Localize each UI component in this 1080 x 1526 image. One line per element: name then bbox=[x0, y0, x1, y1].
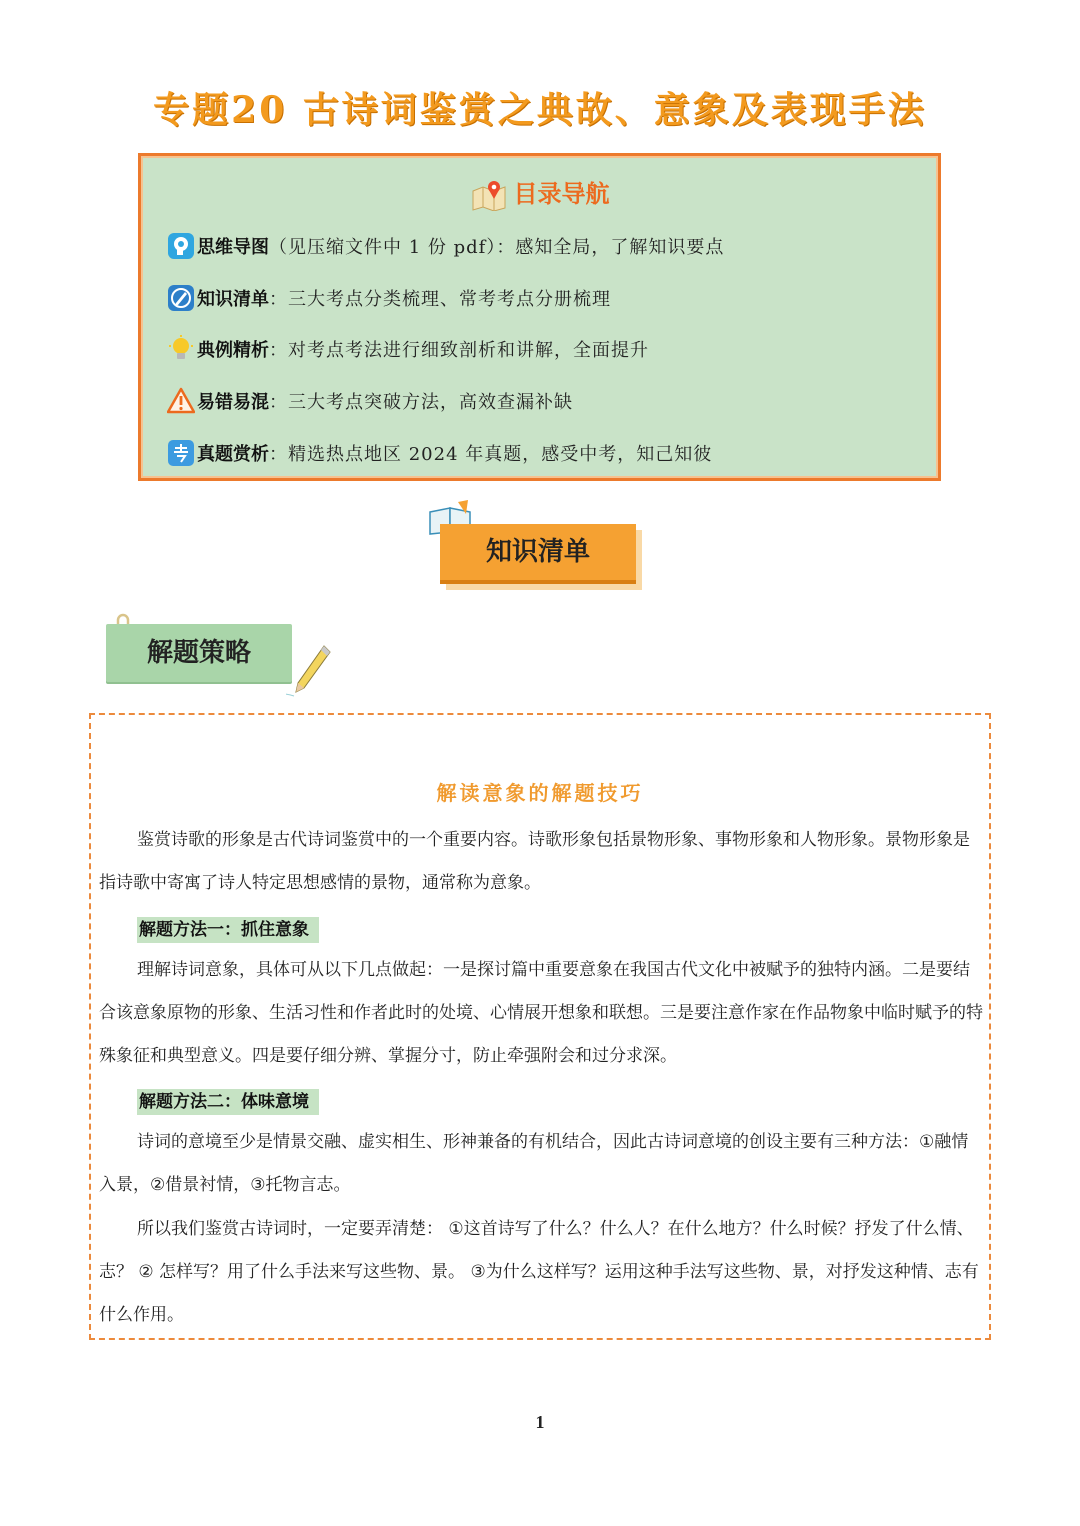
intro-paragraph-text: 鉴赏诗歌的形象是古代诗词鉴赏中的一个重要内容。诗歌形象包括景物形象、事物形象和人物形象。景物形象是指诗歌中寄寓了诗人特定思想感情的景物，通常称为意象。 bbox=[99, 830, 970, 893]
toc-item-desc: ：三大考点分类梳理、常考考点分册梳理 bbox=[269, 289, 611, 310]
pencil-icon bbox=[286, 642, 334, 702]
toc-item-mindmap[interactable] bbox=[167, 231, 724, 261]
method-two-text: 诗词的意境至少是情景交融、虚实相生、形神兼备的有机结合，因此古诗词意境的创设主要有三种方法：①融情入景，②借景衬情，③托物言志。 bbox=[99, 1132, 969, 1195]
summary-text: 所以我们鉴赏古诗词时，一定要弄清楚： ①这首诗写了什么？什么人？在什么地方？什么时候？抒发了什么情、志？ ② 怎样写？用了什么手法来写这些物、景。 ③为什么这样写？运用这种手法写这些物、景，对抒发这种情、志有什么作用。 bbox=[99, 1219, 979, 1325]
toc-item-label: 思维导图 bbox=[197, 237, 269, 258]
strategy-content-box bbox=[89, 713, 991, 1340]
toc-item-examples[interactable] bbox=[167, 334, 649, 364]
knowledge-list-tag: 知识清单 bbox=[440, 524, 636, 584]
toc-item-desc: ：精选热点地区 2024 年真题，感受中考，知己知彼 bbox=[269, 444, 713, 465]
page-number: 1 bbox=[535, 1412, 545, 1432]
toc-item-desc: ：对考点考法进行细致剖析和讲解，全面提升 bbox=[269, 340, 649, 361]
exam-icon bbox=[167, 439, 195, 467]
toc-item-mistakes[interactable] bbox=[167, 386, 573, 416]
toc-item-label: 真题赏析 bbox=[197, 444, 269, 465]
strategy-section-tag bbox=[100, 612, 340, 702]
toc-heading-text: 目录导航 bbox=[513, 180, 610, 208]
head-icon bbox=[167, 232, 195, 260]
toc-item-real-exams[interactable] bbox=[167, 438, 712, 468]
method-two-heading: 解题方法二：体味意境 bbox=[137, 1089, 319, 1115]
toc-item-label: 知识清单 bbox=[197, 289, 269, 310]
toc-item-desc: （见压缩文件中 1 份 pdf）：感知全局，了解知识要点 bbox=[269, 237, 725, 258]
intro-paragraph bbox=[99, 819, 983, 905]
toc-heading bbox=[141, 174, 938, 211]
toc-navigation-box bbox=[138, 153, 941, 481]
toc-item-label: 易错易混 bbox=[197, 392, 269, 413]
method-one-text: 理解诗词意象，具体可从以下几点做起：一是探讨篇中重要意象在我国古代文化中被赋予的独特内涵。二是要结合该意象原物的形象、生活习性和作者此时的处境、心情展开想象和联想。三是要注意作家在作品物象中临时赋予的特殊象征和典型意义。四是要仔细分辨、掌握分寸，防止牵强附会和过分求深。 bbox=[99, 960, 983, 1066]
knowledge-list-banner bbox=[428, 498, 653, 588]
method-one-paragraph bbox=[99, 949, 983, 1078]
toc-item-desc: ：三大考点突破方法，高效查漏补缺 bbox=[269, 392, 573, 413]
map-pin-icon bbox=[470, 179, 508, 211]
toc-item-knowledge[interactable] bbox=[167, 283, 611, 313]
strategy-tag-label: 解题策略 bbox=[106, 624, 292, 682]
pen-icon bbox=[167, 284, 195, 312]
warning-icon bbox=[167, 387, 195, 415]
bulb-icon bbox=[167, 335, 195, 363]
summary-paragraph bbox=[99, 1208, 983, 1337]
page-title: 专题20 古诗词鉴赏之典故、意象及表现手法 bbox=[153, 89, 927, 131]
section-subtitle: 解读意象的解题技巧 bbox=[436, 781, 644, 805]
method-one-heading: 解题方法一：抓住意象 bbox=[137, 917, 319, 943]
toc-item-label: 典例精析 bbox=[197, 340, 269, 361]
method-two-paragraph bbox=[99, 1121, 983, 1207]
